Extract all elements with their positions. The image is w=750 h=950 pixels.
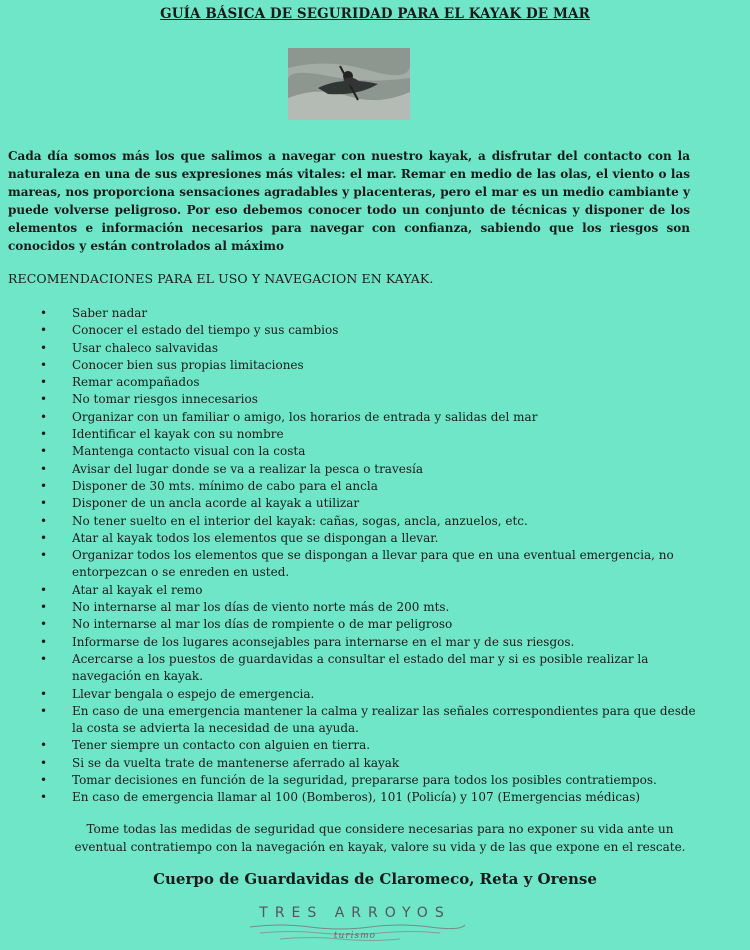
recommendation-item: • Tomar decisiones en función de la seguridad, prepararse para todos los posibles contratiempos. — [0, 772, 720, 789]
tres-arroyos-stamp — [240, 903, 470, 950]
recommendation-item: • Disponer de 30 mts. mínimo de cabo para el ancla — [0, 478, 720, 495]
recommendation-item: • Organizar todos los elementos que se dispongan a llevar para que en una eventual emergencia, no entorpezcan o se enreden en usted. — [0, 547, 720, 582]
recommendation-item: • Remar acompañados — [0, 374, 720, 391]
recommendation-item: • Tener siempre un contacto con alguien en tierra. — [0, 737, 720, 754]
recommendations-list — [0, 305, 720, 807]
recommendation-item: • Organizar con un familiar o amigo, los horarios de entrada y salidas del mar — [0, 409, 720, 426]
recommendation-item: • Llevar bengala o espejo de emergencia. — [0, 686, 720, 703]
recommendation-item: • En caso de una emergencia mantener la calma y realizar las señales correspondientes para que desde la costa se advierta la necesidad de una ayuda. — [0, 703, 720, 738]
recommendation-item: • Atar al kayak todos los elementos que se dispongan a llevar. — [0, 530, 720, 547]
recommendation-item: • Saber nadar — [0, 305, 720, 322]
recommendation-item: • Conocer el estado del tiempo y sus cambios — [0, 322, 720, 339]
recommendation-item: • Acercarse a los puestos de guardavidas a consultar el estado del mar y si es posible realizar la navegación en kayak. — [0, 651, 720, 686]
recommendation-item: • Atar al kayak el remo — [0, 582, 720, 599]
recommendation-item: • Usar chaleco salvavidas — [0, 340, 720, 357]
recommendation-item: • Conocer bien sus propias limitaciones — [0, 357, 720, 374]
intro-paragraph: Cada día somos más los que salimos a navegar con nuestro kayak, a disfrutar del contacto con la naturaleza en una de sus expresiones más vitales: el mar. Remar en medio de las olas, el viento o las mareas, nos proporciona sensaciones agradables y placenteras, pero el mar es un medio cambiante y puede volverse peligroso. Por eso debemos conocer todo un conjunto de técnicas y disponer de los elementos e información necesarios para navegar con confianza, sabiendo que los riesgos son conocidos y están controlados al máximo — [8, 149, 690, 253]
recommendation-item: • Informarse de los lugares aconsejables para internarse en el mar y de sus riesgos. — [0, 634, 720, 651]
stamp-sub: turismo — [333, 931, 377, 941]
kayak-photo-graphic — [288, 48, 410, 120]
recommendation-item: • No tomar riesgos innecesarios — [0, 391, 720, 408]
kayak-photo — [288, 48, 410, 120]
recommendation-item: • En caso de emergencia llamar al 100 (Bomberos), 101 (Policía) y 107 (Emergencias médicas) — [0, 789, 720, 806]
closing-paragraph: Tome todas las medidas de seguridad que considere necesarias para no exponer su vida ante un eventual contratiempo con la navegación en kayak, valore su vida y de las que expone en el rescate. — [74, 822, 686, 854]
document-title: GUÍA BÁSICA DE SEGURIDAD PARA EL KAYAK DE MAR — [160, 6, 590, 22]
recommendation-item: • No tener suelto en el interior del kayak: cañas, sogas, ancla, anzuelos, etc. — [0, 513, 720, 530]
signature: Cuerpo de Guardavidas de Claromeco, Reta y Orense — [153, 870, 597, 888]
recommendation-item: • No internarse al mar los días de rompiente o de mar peligroso — [0, 616, 720, 633]
recommendation-item: • Disponer de un ancla acorde al kayak a utilizar — [0, 495, 720, 512]
recommendation-item: • No internarse al mar los días de viento norte más de 200 mts. — [0, 599, 720, 616]
recommendations-heading: RECOMENDACIONES PARA EL USO Y NAVEGACION EN KAYAK. — [8, 271, 434, 286]
recommendation-item: • Mantenga contacto visual con la costa — [0, 443, 720, 460]
recommendation-item: • Si se da vuelta trate de mantenerse aferrado al kayak — [0, 755, 720, 772]
stamp-name: TRES ARROYOS — [259, 905, 451, 921]
recommendation-item: • Avisar del lugar donde se va a realizar la pesca o travesía — [0, 461, 720, 478]
recommendation-item: • Identificar el kayak con su nombre — [0, 426, 720, 443]
